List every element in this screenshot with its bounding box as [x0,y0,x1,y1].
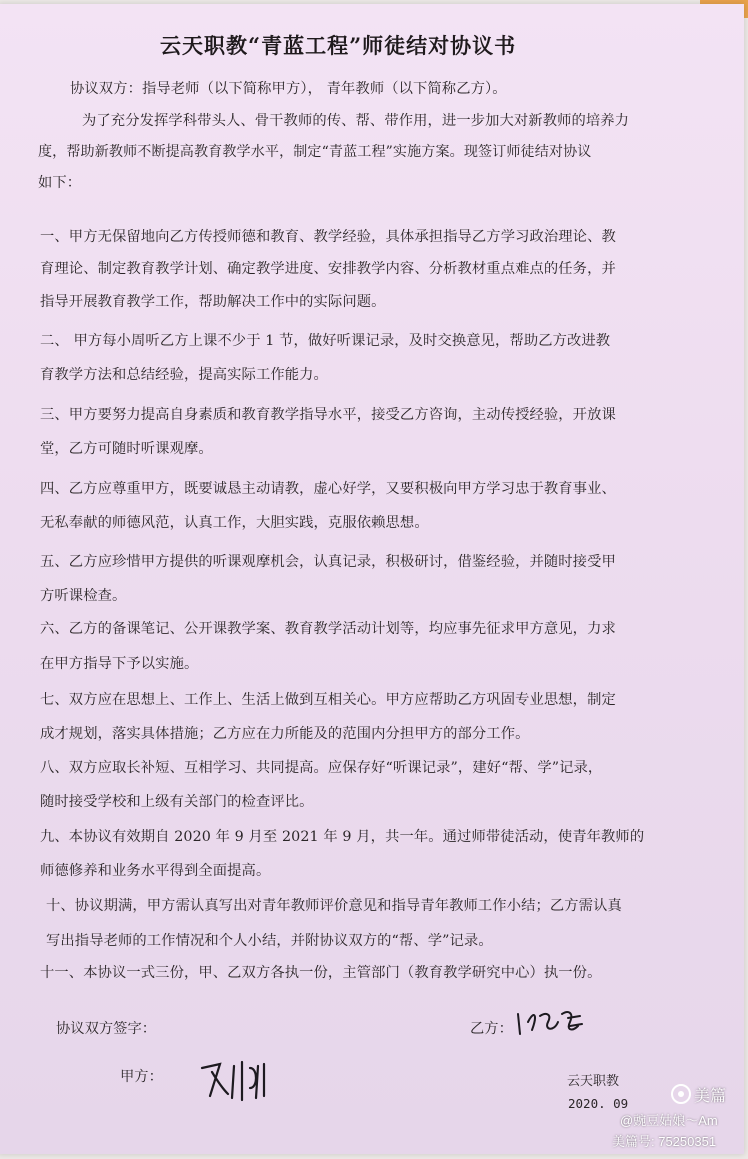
text-line: 八、双方应取长补短、互相学习、共同提高。应保存好“听课记录”，建好“帮、学”记录， [40,760,603,776]
text-line: 度，帮助新教师不断提高教育教学水平，制定“青蓝工程”实施方案。现签订师徒结对协议 [38,144,592,160]
text-line: 一、甲方无保留地向乙方传授师德和教育、教学经验，具体承担指导乙方学习政治理论、教 [40,229,616,245]
meipian-logo-icon [670,1083,692,1105]
organization-name: 云天职教 [567,1074,620,1089]
party-b-signature [512,1000,592,1040]
text-line: 九、本协议有效期自 2020 年 9 月至 2021 年 9 月，共一年。通过师带徒活动，使青年教师的 [40,829,645,845]
text-line: 六、乙方的备课笔记、公开课教学案、教育教学活动计划等，均应事先征求甲方意见，力求 [40,621,616,637]
text-line: 协议双方：指导老师（以下简称甲方）， 青年教师（以下简称乙方）。 [70,81,507,97]
watermark-id: 美篇号: 75250351 [612,1134,717,1149]
document-title: 云天职教“青蓝工程”师徒结对协议书 [160,33,517,58]
party-a-signature [198,1054,278,1104]
text-line: 如下： [38,175,82,191]
party-b-label: 乙方： [470,1021,513,1037]
text-line: 写出指导老师的工作情况和个人小结，并附协议双方的“帮、学”记录。 [46,933,493,949]
text-line: 堂，乙方可随时听课观摩。 [40,441,213,457]
text-line: 方听课检查。 [40,588,127,604]
text-line: 三、甲方要努力提高自身素质和教育教学指导水平，接受乙方咨询，主动传授经验，开放课 [40,407,616,423]
text-line: 随时接受学校和上级有关部门的检查评比。 [40,794,314,810]
text-line: 在甲方指导下予以实施。 [40,656,199,672]
text-line: 为了充分发挥学科带头人、骨干教师的传、帮、带作用，进一步加大对新教师的培养力 [82,113,630,129]
text-line: 十一、本协议一式三份，甲、乙双方各执一份，主管部门（教育教学研究中心）执一份。 [40,965,602,981]
watermark-author: @豌豆姑娘～Am [620,1113,718,1128]
text-line: 成才规划，落实具体措施；乙方应在力所能及的范围内分担甲方的部分工作。 [40,726,530,742]
text-line: 无私奉献的师德风范，认真工作，大胆实践，克服依赖思想。 [40,515,429,531]
parties-signature-label: 协议双方签字： [56,1021,157,1037]
text-line: 指导开展教育教学工作，帮助解决工作中的实际问题。 [40,294,386,310]
party-a-label: 甲方： [120,1069,163,1085]
text-line: 二、 甲方每小周听乙方上课不少于 1 节，做好听课记录，及时交换意见，帮助乙方改进教 [40,333,611,349]
signing-date: 2020. 09 [568,1096,629,1111]
text-line: 七、双方应在思想上、工作上、生活上做到互相关心。甲方应帮助乙方巩固专业思想，制定 [40,692,616,708]
text-line: 五、乙方应珍惜甲方提供的听课观摩机会，认真记录，积极研讨，借鉴经验，并随时接受甲 [40,554,616,570]
watermark-logo-text: 美篇 [694,1088,727,1105]
text-line: 四、乙方应尊重甲方，既要诚恳主动请教，虚心好学，又要积极向甲方学习忠于教育事业、 [40,481,616,497]
text-line: 师德修养和业务水平得到全面提高。 [40,863,271,879]
text-line: 十、协议期满，甲方需认真写出对青年教师评价意见和指导青年教师工作小结；乙方需认真 [46,898,622,914]
text-line: 育理论、制定教育教学计划、确定教学进度、安排教学内容、分析教材重点难点的任务，并 [40,261,616,277]
text-line: 育教学方法和总结经验，提高实际工作能力。 [40,367,328,383]
